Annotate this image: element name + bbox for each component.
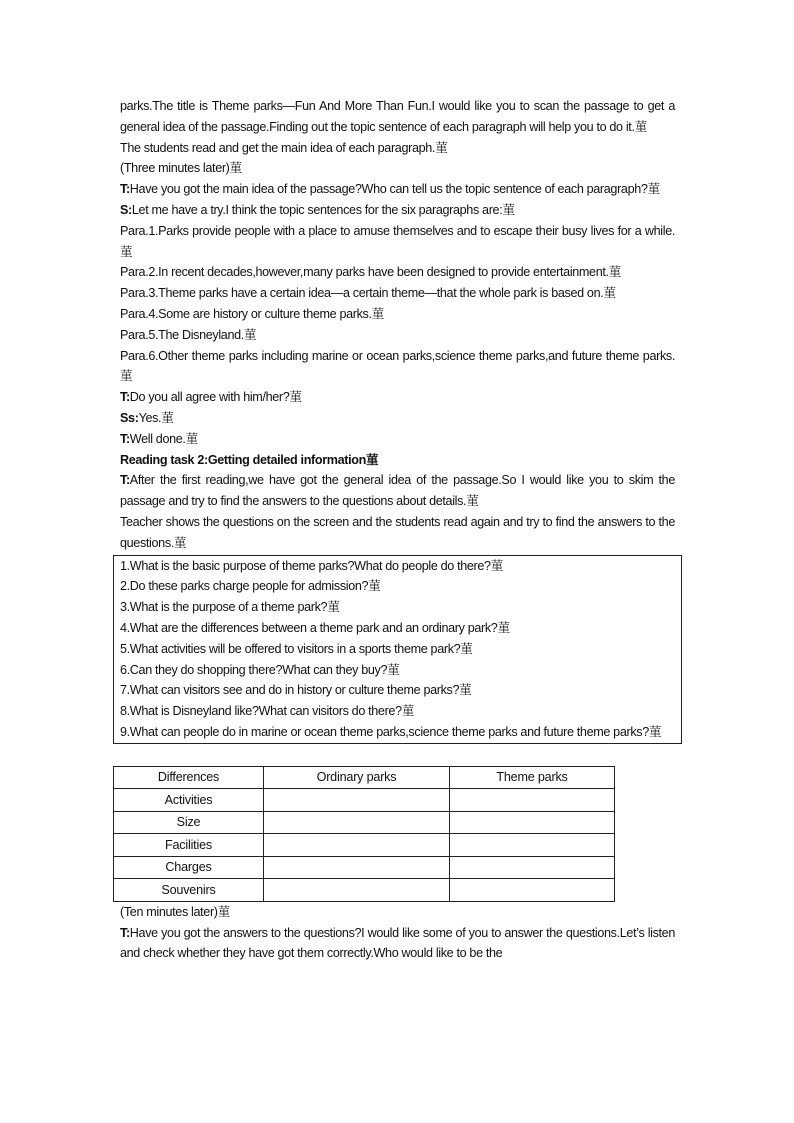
table-row: [114, 811, 615, 834]
question-item: 9.What can people do in marine or ocean theme parks,science theme parks and future theme parks?菫: [120, 724, 662, 739]
paragraph: Para.6.Other theme parks including marine or ocean parks,science theme parks,and future theme parks.菫: [120, 348, 675, 384]
speaker-label: T:: [120, 925, 130, 940]
table-cell: [450, 879, 615, 902]
table-row: [114, 834, 615, 857]
dialogue-line: T:Have you got the main idea of the passage?Who can tell us the topic sentence of each paragraph?菫: [120, 182, 660, 197]
paragraph: Para.5.The Disneyland.菫: [120, 327, 257, 342]
question-item: 5.What activities will be offered to visitors in a sports theme park?菫: [120, 641, 473, 656]
table-cell: [450, 789, 615, 812]
speaker-label: S:: [120, 202, 132, 217]
question-item: 4.What are the differences between a theme park and an ordinary park?菫: [120, 620, 510, 635]
table-header: Theme parks: [450, 766, 615, 789]
table-cell: [450, 834, 615, 857]
table-cell: [264, 856, 450, 879]
question-item: 1.What is the basic purpose of theme parks?What do people do there?菫: [120, 558, 503, 573]
paragraph: (Ten minutes later)菫: [120, 904, 230, 919]
row-label: Souvenirs: [114, 879, 264, 902]
outro-section: [120, 902, 675, 964]
paragraph: Para.1.Parks provide people with a place to amuse themselves and to escape their busy lives for a while.菫: [120, 223, 675, 259]
paragraph: Para.2.In recent decades,however,many parks have been designed to provide entertainment.菫: [120, 265, 621, 280]
question-item: 8.What is Disneyland like?What can visitors do there?菫: [120, 704, 414, 719]
row-label: Activities: [114, 789, 264, 812]
speaker-label: T:: [120, 182, 130, 197]
table-row: [114, 789, 615, 812]
section-heading: Reading task 2:Getting detailed information菫: [120, 452, 379, 467]
dialogue-line: T:Have you got the answers to the questions?I would like some of you to answer the questions.Let’s listen and check whether they have got them correctly.Who would like to be the: [120, 925, 675, 961]
table-row: [114, 856, 615, 879]
speaker-label: T:: [120, 473, 130, 488]
task-section: [120, 470, 675, 553]
differences-table: [113, 766, 615, 902]
dialogue-line: T:Do you all agree with him/her?菫: [120, 390, 302, 405]
table-cell: [264, 811, 450, 834]
dialogue-line: Ss:Yes.菫: [120, 410, 174, 425]
row-label: Facilities: [114, 834, 264, 857]
table-cell: [264, 834, 450, 857]
paragraph: Teacher shows the questions on the screen and the students read again and try to find the answers to the questions.菫: [120, 514, 675, 550]
table-row: [114, 879, 615, 902]
table-cell: [264, 789, 450, 812]
paragraph: Para.3.Theme parks have a certain idea—a certain theme—that the whole park is based on.菫: [120, 286, 616, 301]
table-header-row: [114, 766, 615, 789]
paragraph: Para.4.Some are history or culture theme parks.菫: [120, 306, 384, 321]
speaker-label: T:: [120, 390, 130, 405]
intro-section: [120, 96, 675, 450]
document-page: [120, 96, 675, 964]
row-label: Charges: [114, 856, 264, 879]
row-label: Size: [114, 811, 264, 834]
question-item: 2.Do these parks charge people for admission?菫: [120, 579, 381, 594]
paragraph: The students read and get the main idea of each paragraph.菫: [120, 140, 448, 155]
table-header: Ordinary parks: [264, 766, 450, 789]
question-item: 7.What can visitors see and do in history or culture theme parks?菫: [120, 683, 472, 698]
question-item: 6.Can they do shopping there?What can they buy?菫: [120, 662, 400, 677]
questions-box: [113, 555, 682, 744]
speaker-label: Ss:: [120, 410, 139, 425]
dialogue-line: S:Let me have a try.I think the topic sentences for the six paragraphs are:菫: [120, 202, 515, 217]
speaker-label: T:: [120, 431, 130, 446]
table-cell: [264, 879, 450, 902]
dialogue-line: T:After the first reading,we have got the general idea of the passage.So I would like you to skim the passage and try to find the answers to the questions about details.菫: [120, 473, 675, 509]
table-cell: [450, 811, 615, 834]
paragraph: parks.The title is Theme parks—Fun And More Than Fun.I would like you to scan the passage to get a general idea of the passage.Finding out the topic sentence of each paragraph will help you to do it.菫: [120, 99, 675, 134]
paragraph: (Three minutes later)菫: [120, 161, 242, 176]
dialogue-line: T:Well done.菫: [120, 431, 198, 446]
table-header: Differences: [114, 766, 264, 789]
question-item: 3.What is the purpose of a theme park?菫: [120, 600, 340, 615]
table-cell: [450, 856, 615, 879]
